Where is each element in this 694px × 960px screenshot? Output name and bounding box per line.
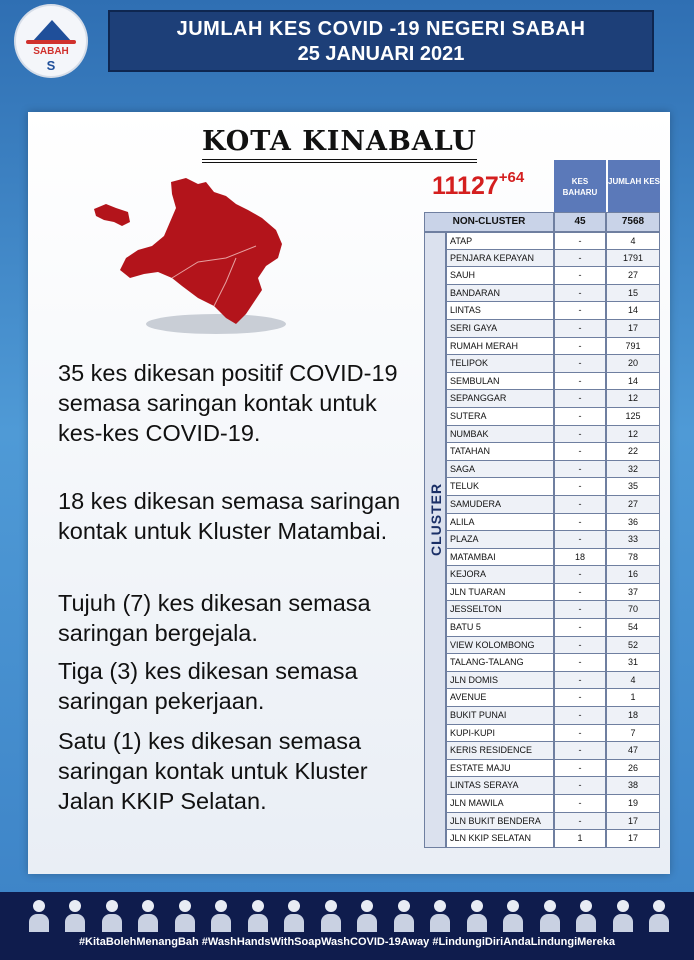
cluster-total: 54 — [606, 619, 660, 637]
person-icon — [208, 898, 234, 932]
table-row — [446, 742, 660, 760]
cluster-total: 4 — [606, 232, 660, 250]
cluster-new: - — [554, 373, 606, 391]
cluster-name: ATAP — [446, 232, 554, 250]
cluster-total: 1791 — [606, 250, 660, 268]
person-icon — [245, 898, 271, 932]
page-title: JUMLAH KES COVID -19 NEGERI SABAH — [176, 18, 586, 40]
cluster-new: - — [554, 654, 606, 672]
person-icon — [172, 898, 198, 932]
table-row — [446, 813, 660, 831]
table-row — [446, 338, 660, 356]
cluster-new: - — [554, 461, 606, 479]
cluster-name: JESSELTON — [446, 601, 554, 619]
people-strip — [26, 898, 672, 932]
cluster-name: JLN MAWILA — [446, 795, 554, 813]
cluster-table — [446, 232, 660, 848]
cluster-new: - — [554, 496, 606, 514]
table-row — [446, 549, 660, 567]
cluster-new: - — [554, 514, 606, 532]
cluster-name: PLAZA — [446, 531, 554, 549]
cluster-new: - — [554, 707, 606, 725]
cluster-name: SAGA — [446, 461, 554, 479]
cluster-total: 70 — [606, 601, 660, 619]
cluster-new: - — [554, 302, 606, 320]
cluster-name: KERIS RESIDENCE — [446, 742, 554, 760]
cluster-total: 38 — [606, 777, 660, 795]
cluster-new: - — [554, 338, 606, 356]
cluster-total: 12 — [606, 426, 660, 444]
person-icon — [354, 898, 380, 932]
person-icon — [573, 898, 599, 932]
cluster-name: JLN KKIP SELATAN — [446, 830, 554, 848]
person-icon — [427, 898, 453, 932]
cluster-total: 36 — [606, 514, 660, 532]
person-icon — [26, 898, 52, 932]
cluster-new: - — [554, 725, 606, 743]
cluster-new: - — [554, 672, 606, 690]
cluster-name: SAMUDERA — [446, 496, 554, 514]
table-row — [446, 285, 660, 303]
cluster-new: - — [554, 267, 606, 285]
person-icon — [500, 898, 526, 932]
cluster-name: KUPI-KUPI — [446, 725, 554, 743]
cluster-label — [424, 232, 446, 848]
table-row — [446, 408, 660, 426]
table-row — [446, 461, 660, 479]
cluster-new: - — [554, 250, 606, 268]
cluster-total: 31 — [606, 654, 660, 672]
table-row — [446, 637, 660, 655]
cluster-total: 20 — [606, 355, 660, 373]
noncluster-row — [424, 212, 660, 232]
table-row — [446, 232, 660, 250]
statement-3: Tujuh (7) kes dikesan semasa saringan bergejala. — [58, 590, 371, 646]
cluster-name: VIEW KOLOMBONG — [446, 637, 554, 655]
district-title: KOTA KINABALU — [202, 126, 477, 163]
district-map-icon — [86, 174, 296, 344]
cluster-new: - — [554, 742, 606, 760]
cluster-total: 27 — [606, 267, 660, 285]
total-count: 11127 — [432, 172, 499, 200]
cluster-total: 125 — [606, 408, 660, 426]
cluster-total: 15 — [606, 285, 660, 303]
cluster-total: 16 — [606, 566, 660, 584]
cluster-new: - — [554, 777, 606, 795]
cluster-new: - — [554, 320, 606, 338]
statement-4: Tiga (3) kes dikesan semasa saringan pekerjaan. — [58, 658, 358, 714]
cluster-name: TATAHAN — [446, 443, 554, 461]
cluster-total: 33 — [606, 531, 660, 549]
cluster-name: NUMBAK — [446, 426, 554, 444]
table-row — [446, 795, 660, 813]
logo-stripe — [26, 40, 76, 44]
cluster-name: SERI GAYA — [446, 320, 554, 338]
person-icon — [464, 898, 490, 932]
table-row — [446, 830, 660, 848]
person-icon — [646, 898, 672, 932]
table-row — [446, 619, 660, 637]
table-row — [446, 777, 660, 795]
cluster-new: - — [554, 426, 606, 444]
person-icon — [537, 898, 563, 932]
noncluster-total: 7568 — [606, 212, 660, 232]
noncluster-new: 45 — [554, 212, 606, 232]
cluster-name: MATAMBAI — [446, 549, 554, 567]
cluster-total: 1 — [606, 689, 660, 707]
cluster-name: RUMAH MERAH — [446, 338, 554, 356]
cluster-new: - — [554, 478, 606, 496]
cluster-total: 37 — [606, 584, 660, 602]
table-row — [446, 302, 660, 320]
cluster-total: 18 — [606, 707, 660, 725]
cluster-name: TELUK — [446, 478, 554, 496]
cluster-total: 52 — [606, 637, 660, 655]
cluster-new: - — [554, 637, 606, 655]
cluster-new: - — [554, 619, 606, 637]
table-row — [446, 443, 660, 461]
table-row — [446, 250, 660, 268]
person-icon — [62, 898, 88, 932]
cluster-total: 35 — [606, 478, 660, 496]
cluster-new: - — [554, 689, 606, 707]
statement-1: 35 kes dikesan positif COVID-19 semasa saringan kontak untuk kes-kes COVID-19. — [58, 360, 398, 446]
cluster-new: - — [554, 760, 606, 778]
cluster-name: JLN DOMIS — [446, 672, 554, 690]
table-row — [446, 707, 660, 725]
table-row — [446, 531, 660, 549]
table-row — [446, 689, 660, 707]
cluster-new: - — [554, 795, 606, 813]
cluster-new: - — [554, 390, 606, 408]
table-row — [446, 355, 660, 373]
cluster-name: KEJORA — [446, 566, 554, 584]
cluster-new: - — [554, 584, 606, 602]
table-row — [446, 672, 660, 690]
statement-2: 18 kes dikesan semasa saringan kontak untuk Kluster Matambai. — [58, 488, 401, 544]
cluster-name: SAUH — [446, 267, 554, 285]
cluster-new: - — [554, 566, 606, 584]
cluster-name: ESTATE MAJU — [446, 760, 554, 778]
table-row — [446, 496, 660, 514]
cluster-name: LINTAS SERAYA — [446, 777, 554, 795]
person-icon — [610, 898, 636, 932]
total-increase: +64 — [498, 169, 525, 186]
noncluster-name: NON-CLUSTER — [424, 212, 554, 232]
page-header — [108, 10, 654, 72]
cluster-new: - — [554, 601, 606, 619]
table-row — [446, 478, 660, 496]
cluster-new: - — [554, 285, 606, 303]
cluster-name: JLN TUARAN — [446, 584, 554, 602]
cluster-new: - — [554, 355, 606, 373]
cluster-name: JLN BUKIT BENDERA — [446, 813, 554, 831]
cluster-total: 17 — [606, 320, 660, 338]
cluster-total: 14 — [606, 373, 660, 391]
cluster-new: - — [554, 443, 606, 461]
table-row — [446, 267, 660, 285]
table-row — [446, 390, 660, 408]
person-icon — [391, 898, 417, 932]
table-row — [446, 426, 660, 444]
col-header-new: KES BAHARU — [554, 160, 606, 212]
cluster-total: 14 — [606, 302, 660, 320]
cluster-name: TALANG-TALANG — [446, 654, 554, 672]
table-row — [446, 601, 660, 619]
cluster-name: TELIPOK — [446, 355, 554, 373]
statement-5: Satu (1) kes dikesan semasa saringan kontak untuk Kluster Jalan KKIP Selatan. — [58, 728, 368, 814]
cluster-label-text: CLUSTER — [428, 482, 444, 556]
content-panel — [28, 112, 670, 874]
person-icon — [318, 898, 344, 932]
cluster-new: - — [554, 531, 606, 549]
cluster-total: 27 — [606, 496, 660, 514]
person-icon — [135, 898, 161, 932]
cluster-total: 32 — [606, 461, 660, 479]
cluster-new: - — [554, 408, 606, 426]
cluster-name: BUKIT PUNAI — [446, 707, 554, 725]
cluster-total: 26 — [606, 760, 660, 778]
cluster-name: SEMBULAN — [446, 373, 554, 391]
table-row — [446, 760, 660, 778]
total-cases — [432, 169, 525, 201]
footer-banner — [0, 892, 694, 960]
col-header-total: JUMLAH KES — [608, 160, 660, 212]
cluster-name: SUTERA — [446, 408, 554, 426]
table-row — [446, 373, 660, 391]
cluster-name: LINTAS — [446, 302, 554, 320]
cluster-new: - — [554, 813, 606, 831]
cluster-total: 22 — [606, 443, 660, 461]
table-row — [446, 654, 660, 672]
table-row — [446, 584, 660, 602]
cluster-total: 791 — [606, 338, 660, 356]
cluster-name: BATU 5 — [446, 619, 554, 637]
logo-s-icon: S — [46, 58, 56, 73]
sabah-logo — [16, 6, 86, 76]
hashtags: #KitaBolehMenangBah #WashHandsWithSoapWashCOVID-19Away #LindungiDiriAndaLindungiMereka — [78, 936, 616, 948]
logo-text: SABAH — [33, 46, 69, 57]
cluster-total: 12 — [606, 390, 660, 408]
table-row — [446, 566, 660, 584]
table-row — [446, 725, 660, 743]
cluster-name: BANDARAN — [446, 285, 554, 303]
page-date: 25 JANUARI 2021 — [297, 43, 465, 65]
cluster-total: 4 — [606, 672, 660, 690]
cluster-total: 17 — [606, 830, 660, 848]
table-row — [446, 320, 660, 338]
cluster-total: 78 — [606, 549, 660, 567]
person-icon — [99, 898, 125, 932]
cluster-name: PENJARA KEPAYAN — [446, 250, 554, 268]
cluster-total: 47 — [606, 742, 660, 760]
cluster-name: AVENUE — [446, 689, 554, 707]
cluster-total: 7 — [606, 725, 660, 743]
cluster-total: 17 — [606, 813, 660, 831]
cluster-new: 1 — [554, 830, 606, 848]
table-row — [446, 514, 660, 532]
mountain-icon — [32, 20, 72, 42]
cluster-new: - — [554, 232, 606, 250]
cluster-name: ALILA — [446, 514, 554, 532]
cluster-new: 18 — [554, 549, 606, 567]
cluster-total: 19 — [606, 795, 660, 813]
cluster-name: SEPANGGAR — [446, 390, 554, 408]
person-icon — [281, 898, 307, 932]
